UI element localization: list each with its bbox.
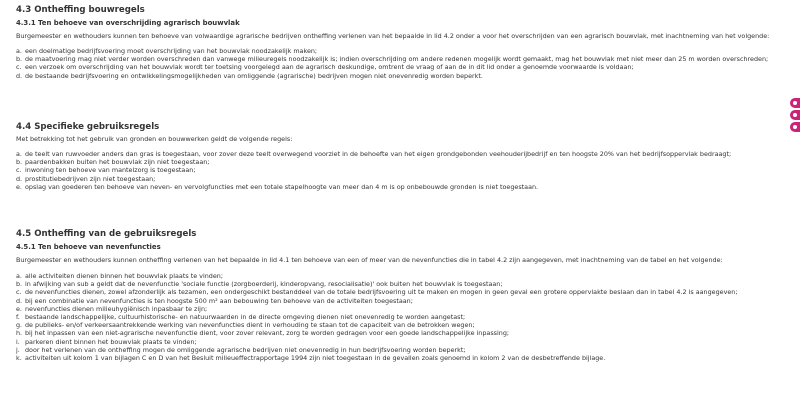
list-item: c. een verzoek om overschrijding van het bouwvlak wordt ter toetsing voorgelegd aan de agrarisch deskundige, omtrent de vraag of aan de in dit lid onder a genoemde voorwaarde is voldaan; <box>16 63 634 72</box>
rule-list <box>16 47 784 80</box>
list-item: b. de maatvoering mag niet verder worden overschreden dan vanwege milieuregels noodzakelijk is; indien overschrijding om andere redenen mogelijk wordt gemaakt, mag het bouwvlak met niet meer dan 25 m worden overschreden; <box>16 55 769 64</box>
list-item: i. parkeren dient binnen het bouwvlak plaats te vinden; <box>16 337 197 346</box>
list-item: j. door het verlenen van de ontheffing mogen de omliggende agrarische bedrijven niet onevenredig in hun bedrijfsvoering worden beperkt; <box>16 345 466 354</box>
section-title: 4.5 Ontheffing van de gebruiksregels <box>16 229 197 239</box>
section-4-3 <box>16 4 784 80</box>
section-4-5 <box>16 228 784 362</box>
list-item: b. paardenbakken buiten het bouwvlak zijn niet toegestaan; <box>16 158 210 167</box>
list-item: f. bestaande landschappelijke, cultuurhistorische- en natuurwaarden in de directe omgeving dienen niet onevenredig te worden aangetast; <box>16 312 466 321</box>
intro-paragraph: Burgemeester en wethouders kunnen ten behoeve van volwaardige agrarische bedrijven ontheffing verlenen van het bepaalde in lid 4.2 onder a voor het overschrijden van een agrarisch bouwvlak, met inachtneming van het volgende: <box>16 32 770 40</box>
intro-paragraph: Burgemeester en wethouders kunnen ontheffing verlenen van het bepaalde in lid 4.1 ten behoeve van een of meer van de nevenfuncties die in tabel 4.2 zijn aangegeven, met inachtneming van de tabel en het volgende: <box>16 256 723 264</box>
list-item: g. de publieks- en/of verkeersaantrekkende werking van nevenfuncties dient in verhouding te staan tot de capaciteit van de betrokken wegen; <box>16 321 475 330</box>
share-icon[interactable] <box>790 122 800 132</box>
share-icon[interactable] <box>790 98 800 108</box>
section-title: 4.3 Ontheffing bouwregels <box>16 5 145 15</box>
list-item: c. de nevenfuncties dienen, zowel afzonderlijk als tezamen, een ondergeschikt bestanddeel van de totale bedrijfsvoering uit te maken en mogen in geen geval een grotere oppervlakte beslaan dan in tabel 4.2 is aangegeven; <box>16 288 738 297</box>
list-item: e. opslag van goederen ten behoeve van neven- en vervolgfuncties met een totale stapelhoogte van meer dan 4 m is op onbebouwde gronden is niet toegestaan. <box>16 182 539 191</box>
section-4-4 <box>16 121 784 191</box>
subsection-title: 4.3.1 Ten behoeve van overschrijding agrarisch bouwvlak <box>16 19 240 27</box>
list-item: e. nevenfuncties dienen milieuhygiënisch inpasbaar te zijn; <box>16 304 208 313</box>
list-item: d. de bestaande bedrijfsvoering en ontwikkelingsmogelijkheden van omliggende (agrarische) bedrijven mogen niet onevenredig worden beperkt. <box>16 71 483 80</box>
list-item: a. alle activiteiten dienen binnen het bouwvlak plaats te vinden; <box>16 272 223 280</box>
list-item: d. bij een combinatie van nevenfuncties is ten hoogste 500 m² aan bebouwing ten behoeve van de activiteiten toegestaan; <box>16 296 413 305</box>
list-item: b. in afwijking van sub a geldt dat de nevenfunctie 'sociale functie (zorgboerderij, kinderopvang, resocialisatie)' ook buiten het bouwvlak is toegestaan; <box>16 280 503 289</box>
section-title: 4.4 Specifieke gebruiksregels <box>16 122 160 132</box>
list-item: d. prostitutiebedrijven zijn niet toegestaan; <box>16 174 156 183</box>
list-item: h. bij het inpassen van een niet-agrarische nevenfunctie dient, voor zover relevant, zorg te worden gedragen voor een goede landschappelijke inpassing; <box>16 329 510 338</box>
list-item: a. een doelmatige bedrijfsvoering moet overschrijding van het bouwvlak noodzakelijk maken; <box>16 47 318 55</box>
list-item: c. inwoning ten behoeve van mantelzorg is toegestaan; <box>16 166 196 175</box>
intro-paragraph: Met betrekking tot het gebruik van gronden en bouwwerken geldt de volgende regels: <box>16 135 293 143</box>
share-icon[interactable] <box>790 110 800 120</box>
list-item: k. activiteiten uit kolom 1 van bijlagen C en D van het Besluit milieueffectrapportage 1994 zijn niet toegestaan in de gevallen zoals genoemd in kolom 2 van de desbetreffende bijlage. <box>16 353 606 362</box>
list-item: a. de teelt van ruwvoeder anders dan gras is toegestaan, voor zover deze teelt overwegend voorziet in de behoefte van het eigen grondgebonden veehouderijbedrijf en ten hoogste 20% van het bedrijfsoppervlak bedraagt; <box>16 150 732 158</box>
rule-list <box>16 150 784 191</box>
rule-list <box>16 272 784 362</box>
subsection-title: 4.5.1 Ten behoeve van nevenfuncties <box>16 243 161 251</box>
